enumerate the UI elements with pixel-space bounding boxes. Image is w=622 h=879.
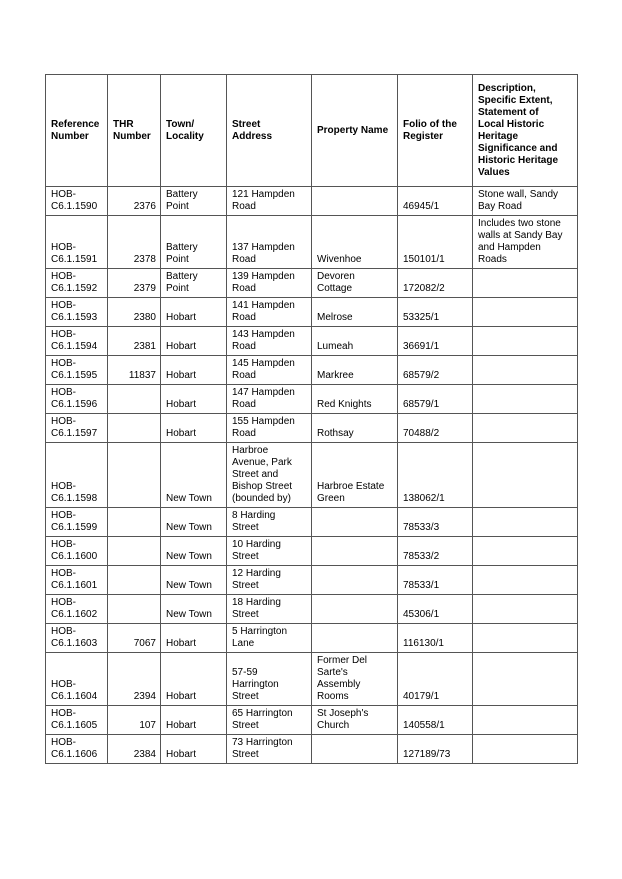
property-name-cell xyxy=(312,566,398,595)
header-street-address: Street Address xyxy=(227,75,312,187)
reference-number-cell: HOB- C6.1.1594 xyxy=(46,327,108,356)
property-name-cell: St Joseph's Church xyxy=(312,706,398,735)
property-name-cell xyxy=(312,735,398,764)
description-cell xyxy=(473,706,578,735)
town-locality-cell: New Town xyxy=(161,537,227,566)
description-cell xyxy=(473,624,578,653)
table-row xyxy=(46,706,578,735)
thr-number-cell xyxy=(108,537,161,566)
street-address-cell: 10 Harding Street xyxy=(227,537,312,566)
thr-number-cell xyxy=(108,385,161,414)
reference-number-cell: HOB- C6.1.1601 xyxy=(46,566,108,595)
town-locality-cell: Hobart xyxy=(161,414,227,443)
town-locality-cell: Hobart xyxy=(161,706,227,735)
town-locality-cell: Hobart xyxy=(161,653,227,706)
reference-number-cell: HOB- C6.1.1592 xyxy=(46,269,108,298)
property-name-cell xyxy=(312,187,398,216)
thr-number-cell: 107 xyxy=(108,706,161,735)
town-locality-cell: Hobart xyxy=(161,327,227,356)
table-row xyxy=(46,537,578,566)
description-cell xyxy=(473,653,578,706)
street-address-cell: 147 Hampden Road xyxy=(227,385,312,414)
folio-cell: 78533/3 xyxy=(398,508,473,537)
description-cell: Includes two stone walls at Sandy Bay and Hampden Roads xyxy=(473,216,578,269)
heritage-register-table xyxy=(45,74,578,764)
thr-number-cell: 11837 xyxy=(108,356,161,385)
folio-cell: 40179/1 xyxy=(398,653,473,706)
header-reference-number: Reference Number xyxy=(46,75,108,187)
reference-number-cell: HOB- C6.1.1605 xyxy=(46,706,108,735)
table-row xyxy=(46,385,578,414)
street-address-cell: 65 Harrington Street xyxy=(227,706,312,735)
reference-number-cell: HOB- C6.1.1596 xyxy=(46,385,108,414)
town-locality-cell: Hobart xyxy=(161,624,227,653)
table-row xyxy=(46,624,578,653)
description-cell xyxy=(473,508,578,537)
reference-number-cell: HOB- C6.1.1599 xyxy=(46,508,108,537)
description-cell xyxy=(473,414,578,443)
folio-cell: 116130/1 xyxy=(398,624,473,653)
folio-cell: 150101/1 xyxy=(398,216,473,269)
reference-number-cell: HOB- C6.1.1600 xyxy=(46,537,108,566)
folio-cell: 36691/1 xyxy=(398,327,473,356)
table-row xyxy=(46,269,578,298)
street-address-cell: 145 Hampden Road xyxy=(227,356,312,385)
folio-cell: 172082/2 xyxy=(398,269,473,298)
property-name-cell: Markree xyxy=(312,356,398,385)
property-name-cell: Rothsay xyxy=(312,414,398,443)
thr-number-cell xyxy=(108,595,161,624)
thr-number-cell: 2381 xyxy=(108,327,161,356)
town-locality-cell: Hobart xyxy=(161,298,227,327)
property-name-cell xyxy=(312,595,398,624)
town-locality-cell: Battery Point xyxy=(161,187,227,216)
header-description: Description, Specific Extent, Statement of Local Historic Heritage Significance and Historic Heritage Values xyxy=(473,75,578,187)
thr-number-cell: 2378 xyxy=(108,216,161,269)
reference-number-cell: HOB- C6.1.1595 xyxy=(46,356,108,385)
description-cell xyxy=(473,595,578,624)
property-name-cell xyxy=(312,624,398,653)
description-cell xyxy=(473,735,578,764)
folio-cell: 68579/1 xyxy=(398,385,473,414)
header-row xyxy=(46,75,578,187)
thr-number-cell: 2394 xyxy=(108,653,161,706)
folio-cell: 140558/1 xyxy=(398,706,473,735)
description-cell xyxy=(473,566,578,595)
description-cell xyxy=(473,269,578,298)
thr-number-cell: 2376 xyxy=(108,187,161,216)
table-row xyxy=(46,356,578,385)
table-row xyxy=(46,653,578,706)
street-address-cell: 139 Hampden Road xyxy=(227,269,312,298)
street-address-cell: 141 Hampden Road xyxy=(227,298,312,327)
description-cell xyxy=(473,443,578,508)
street-address-cell: 57-59 Harrington Street xyxy=(227,653,312,706)
description-cell xyxy=(473,298,578,327)
reference-number-cell: HOB- C6.1.1598 xyxy=(46,443,108,508)
folio-cell: 78533/1 xyxy=(398,566,473,595)
reference-number-cell: HOB- C6.1.1593 xyxy=(46,298,108,327)
street-address-cell: 73 Harrington Street xyxy=(227,735,312,764)
thr-number-cell: 2384 xyxy=(108,735,161,764)
reference-number-cell: HOB- C6.1.1603 xyxy=(46,624,108,653)
property-name-cell: Melrose xyxy=(312,298,398,327)
folio-cell: 138062/1 xyxy=(398,443,473,508)
reference-number-cell: HOB- C6.1.1590 xyxy=(46,187,108,216)
folio-cell: 78533/2 xyxy=(398,537,473,566)
street-address-cell: 137 Hampden Road xyxy=(227,216,312,269)
property-name-cell: Devoren Cottage xyxy=(312,269,398,298)
town-locality-cell: New Town xyxy=(161,595,227,624)
table-row xyxy=(46,566,578,595)
property-name-cell xyxy=(312,537,398,566)
description-cell xyxy=(473,537,578,566)
table-row xyxy=(46,595,578,624)
folio-cell: 46945/1 xyxy=(398,187,473,216)
thr-number-cell xyxy=(108,566,161,595)
property-name-cell: Former Del Sarte's Assembly Rooms xyxy=(312,653,398,706)
table-row xyxy=(46,327,578,356)
street-address-cell: 155 Hampden Road xyxy=(227,414,312,443)
header-thr-number: THR Number xyxy=(108,75,161,187)
header-folio: Folio of the Register xyxy=(398,75,473,187)
property-name-cell: Wivenhoe xyxy=(312,216,398,269)
folio-cell: 127189/73 xyxy=(398,735,473,764)
property-name-cell: Red Knights xyxy=(312,385,398,414)
street-address-cell: Harbroe Avenue, Park Street and Bishop Street (bounded by) xyxy=(227,443,312,508)
table-row xyxy=(46,443,578,508)
street-address-cell: 143 Hampden Road xyxy=(227,327,312,356)
header-town-locality: Town/ Locality xyxy=(161,75,227,187)
street-address-cell: 12 Harding Street xyxy=(227,566,312,595)
thr-number-cell xyxy=(108,414,161,443)
table-row xyxy=(46,187,578,216)
reference-number-cell: HOB- C6.1.1597 xyxy=(46,414,108,443)
town-locality-cell: Battery Point xyxy=(161,269,227,298)
thr-number-cell xyxy=(108,508,161,537)
property-name-cell: Harbroe Estate Green xyxy=(312,443,398,508)
thr-number-cell: 2379 xyxy=(108,269,161,298)
thr-number-cell: 2380 xyxy=(108,298,161,327)
town-locality-cell: New Town xyxy=(161,508,227,537)
folio-cell: 53325/1 xyxy=(398,298,473,327)
reference-number-cell: HOB- C6.1.1602 xyxy=(46,595,108,624)
description-cell xyxy=(473,385,578,414)
thr-number-cell: 7067 xyxy=(108,624,161,653)
town-locality-cell: New Town xyxy=(161,443,227,508)
property-name-cell xyxy=(312,508,398,537)
table-row xyxy=(46,414,578,443)
town-locality-cell: Hobart xyxy=(161,385,227,414)
thr-number-cell xyxy=(108,443,161,508)
reference-number-cell: HOB- C6.1.1604 xyxy=(46,653,108,706)
table-row xyxy=(46,298,578,327)
street-address-cell: 121 Hampden Road xyxy=(227,187,312,216)
table-row xyxy=(46,508,578,537)
description-cell: Stone wall, Sandy Bay Road xyxy=(473,187,578,216)
town-locality-cell: Battery Point xyxy=(161,216,227,269)
folio-cell: 45306/1 xyxy=(398,595,473,624)
folio-cell: 68579/2 xyxy=(398,356,473,385)
property-name-cell: Lumeah xyxy=(312,327,398,356)
town-locality-cell: Hobart xyxy=(161,356,227,385)
town-locality-cell: Hobart xyxy=(161,735,227,764)
table-row xyxy=(46,216,578,269)
town-locality-cell: New Town xyxy=(161,566,227,595)
street-address-cell: 5 Harrington Lane xyxy=(227,624,312,653)
reference-number-cell: HOB- C6.1.1591 xyxy=(46,216,108,269)
street-address-cell: 8 Harding Street xyxy=(227,508,312,537)
street-address-cell: 18 Harding Street xyxy=(227,595,312,624)
description-cell xyxy=(473,356,578,385)
folio-cell: 70488/2 xyxy=(398,414,473,443)
table-row xyxy=(46,735,578,764)
description-cell xyxy=(473,327,578,356)
reference-number-cell: HOB- C6.1.1606 xyxy=(46,735,108,764)
header-property-name: Property Name xyxy=(312,75,398,187)
